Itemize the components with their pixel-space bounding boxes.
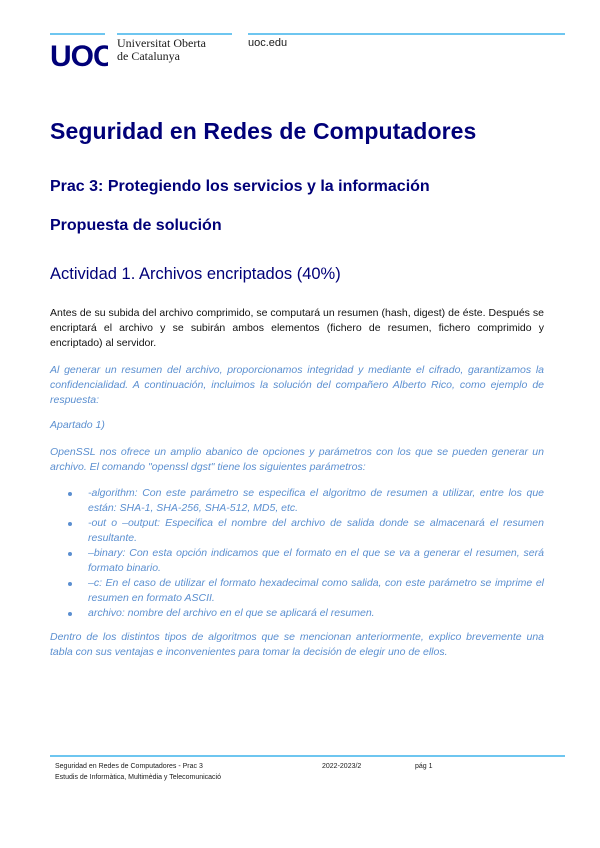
bullet-icon (68, 582, 72, 586)
solution-paragraph: Al generar un resumen del archivo, proporcionamos integridad y mediante el cifrado, garantizamos la confidencialidad. A continuación, incluimos la solución del compañero Alberto Rico, como ejemplo de respuesta: (50, 364, 544, 406)
footer-studies: Estudis de Informàtica, Multimèdia y Telecomunicació (55, 774, 222, 781)
header-rule-mid (117, 33, 232, 35)
list-item: -out o –output: Especifica el nombre del archivo de salida donde se almacenará el resumen resultante. (50, 516, 544, 546)
list-item: –c: En el caso de utilizar el formato hexadecimal como salida, con este parámetro se imprime el resumen en formato ASCII. (50, 576, 544, 606)
solution-subtitle: Propuesta de solución (50, 217, 222, 234)
footer-semester: 2022-2023/2 (322, 763, 362, 770)
activity-heading: Actividad 1. Archivos encriptados (40%) (50, 265, 341, 283)
bullet-icon (68, 522, 72, 526)
openssl-paragraph: OpenSSL nos ofrece un amplio abanico de opciones y parámetros con los que se pueden generar un archivo. El comando "openssl dgst" tiene los siguientes parámetros: (50, 446, 544, 473)
list-item: archivo: nombre del archivo en el que se aplicará el resumen. (50, 606, 544, 621)
list-item: –binary: Con esta opción indicamos que el formato en el que se va a generar el resumen, será formato binario. (50, 546, 544, 576)
footer-rule (50, 755, 565, 757)
uoc-logo (50, 34, 108, 81)
bullet-icon (68, 612, 72, 616)
university-name (117, 37, 206, 63)
parameter-list (50, 486, 544, 621)
intro-paragraph: Antes de su subida del archivo comprimido, se computará un resumen (hash, digest) de éste. Después se encriptará el archivo y se subirán ambos elementos (fichero de resumen, fichero comprimido y encriptado) al servidor. (50, 307, 544, 349)
footer-course: Seguridad en Redes de Computadores - Prac 3 (55, 763, 203, 770)
bullet-icon (68, 492, 72, 496)
uoc-logo-text: UOC (50, 40, 108, 73)
list-item: -algorithm: Con este parámetro se especifica el algoritmo de resumen a utilizar, entre los que están: SHA-1, SHA-256, SHA-512, MD5, etc. (50, 486, 544, 516)
university-name-line1: Universitat Oberta (117, 36, 206, 50)
practice-subtitle: Prac 3: Protegiendo los servicios y la información (50, 178, 430, 195)
bullet-icon (68, 552, 72, 556)
document-title: Seguridad en Redes de Computadores (50, 118, 477, 144)
university-name-line2: de Catalunya (117, 49, 180, 63)
closing-paragraph: Dentro de los distintos tipos de algoritmos que se mencionan anteriormente, explico brevemente una tabla con sus ventajas e inconvenientes para tomar la decisión de elegir uno de ellos. (50, 631, 544, 658)
section-label: Apartado 1) (50, 419, 105, 431)
university-url[interactable]: uoc.edu (248, 37, 288, 49)
header-rule-right (248, 33, 565, 35)
footer-page-number: pág 1 (415, 763, 433, 770)
